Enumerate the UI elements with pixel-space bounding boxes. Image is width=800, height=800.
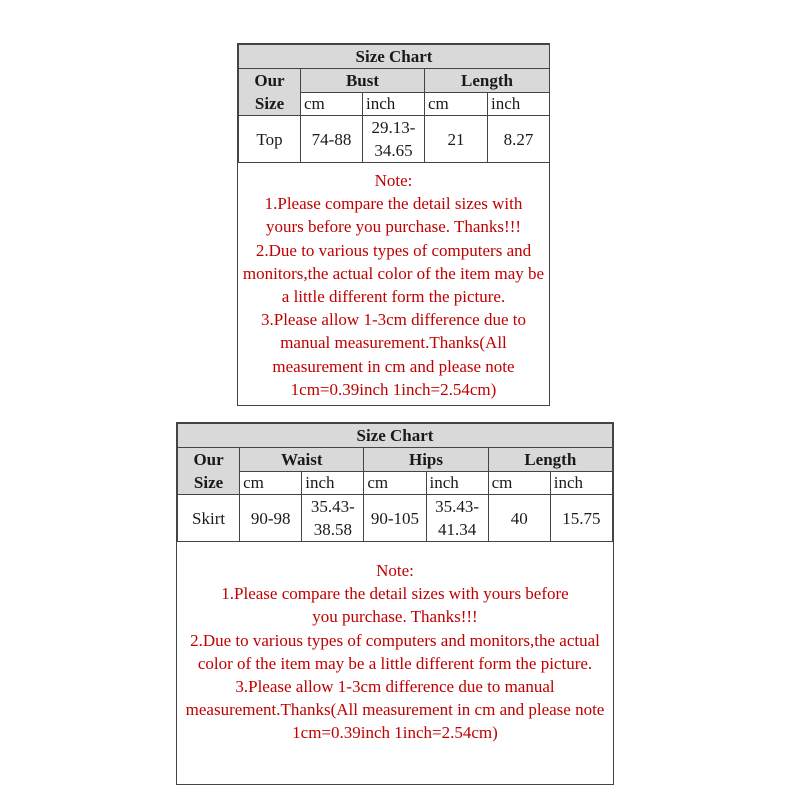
- bust-cm-value: 74-88: [301, 116, 363, 163]
- unit-cell: cm: [301, 93, 363, 116]
- top-size-table: [238, 44, 550, 163]
- waist-cm-value: 90-98: [240, 495, 302, 542]
- note-line-2: 2.Due to various types of computers and monitors,the actual color of the item may be a little different form the picture.: [190, 630, 600, 673]
- table-title: Size Chart: [239, 45, 550, 69]
- value-line: 35.43-: [310, 497, 355, 516]
- note-line-2: 2.Due to various types of computers and monitors,the actual color of the item may be a little different form the picture.: [242, 240, 545, 307]
- table-row: [178, 495, 613, 542]
- our-label: Our: [254, 71, 285, 90]
- size-label: Size: [193, 473, 224, 492]
- table-row: [239, 116, 550, 163]
- unit-cell: inch: [426, 472, 488, 495]
- waist-header: Waist: [240, 448, 364, 472]
- hips-inch-value: [426, 495, 488, 542]
- bust-header: Bust: [301, 69, 425, 93]
- unit-cell: cm: [240, 472, 302, 495]
- row-label: Skirt: [178, 495, 240, 542]
- value-line: 38.58: [313, 520, 352, 539]
- length-header: Length: [425, 69, 550, 93]
- value-line: 29.13-: [371, 118, 416, 137]
- note-heading: Note:: [374, 171, 413, 190]
- skirt-size-chart: [176, 422, 614, 785]
- note-line-1: 1.Please compare the detail sizes with yours before you purchase. Thanks!!!: [264, 194, 523, 237]
- hips-cm-value: 90-105: [364, 495, 426, 542]
- bust-inch-value: [363, 116, 425, 163]
- unit-cell: cm: [425, 93, 488, 116]
- value-line: 34.65: [374, 141, 413, 160]
- unit-cell: inch: [550, 472, 612, 495]
- note-line-3: 3.Please allow 1-3cm difference due to manual measurement.Thanks(All measurement in cm and please note 1cm=0.39inch 1inch=2.54cm): [185, 677, 605, 743]
- note-heading: Note:: [376, 561, 414, 580]
- unit-cell: cm: [488, 472, 550, 495]
- unit-cell: cm: [364, 472, 426, 495]
- note-block: [238, 163, 549, 401]
- note-line-3: 3.Please allow 1-3cm difference due to manual measurement.Thanks(All measurement in cm and please note 1cm=0.39inch 1inch=2.54cm): [261, 310, 526, 399]
- row-label: Top: [239, 116, 301, 163]
- value-line: 41.34: [437, 520, 477, 539]
- length-cm-value: 40: [488, 495, 550, 542]
- note-block: [177, 542, 613, 745]
- unit-cell: inch: [302, 472, 364, 495]
- unit-cell: inch: [488, 93, 550, 116]
- length-inch-value: 15.75: [550, 495, 612, 542]
- length-cm-value: 21: [425, 116, 488, 163]
- length-header: Length: [488, 448, 612, 472]
- top-size-chart: [237, 43, 550, 406]
- our-size-header: [178, 448, 240, 495]
- length-inch-value: 8.27: [488, 116, 550, 163]
- our-label: Our: [193, 450, 224, 469]
- table-title: Size Chart: [178, 424, 613, 448]
- size-label: Size: [254, 94, 285, 113]
- our-size-header: [239, 69, 301, 116]
- waist-inch-value: [302, 495, 364, 542]
- skirt-size-table: [177, 423, 613, 542]
- unit-cell: inch: [363, 93, 425, 116]
- value-line: 35.43-: [435, 497, 480, 516]
- hips-header: Hips: [364, 448, 488, 472]
- note-line-1: 1.Please compare the detail sizes with yours before you purchase. Thanks!!!: [221, 584, 569, 627]
